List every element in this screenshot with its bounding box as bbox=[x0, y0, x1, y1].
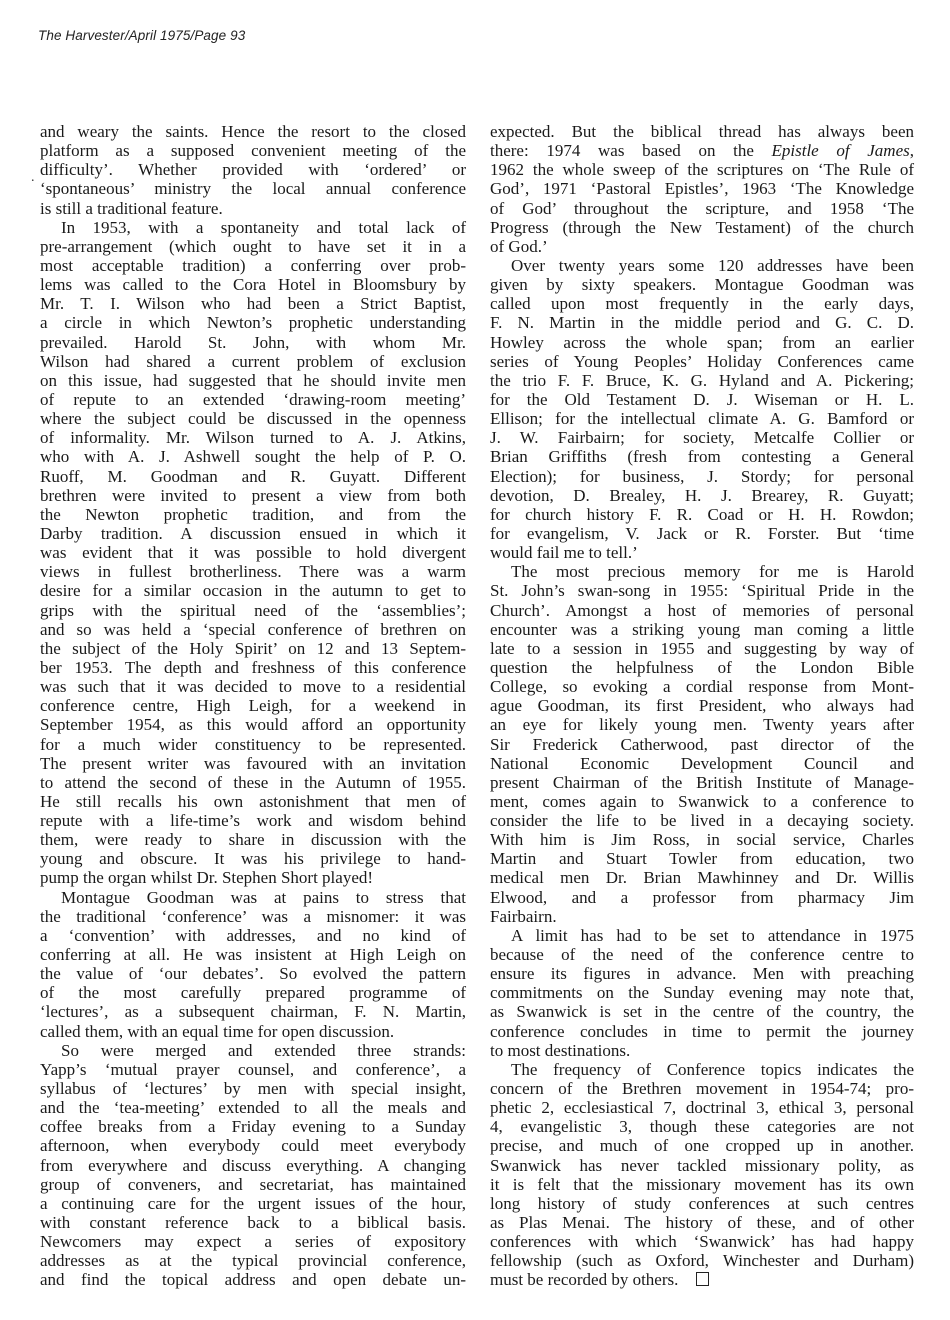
text-segment: desire for a similar occasion in the autumn to get to bbox=[40, 581, 466, 601]
text-segment: of God’ throughout the scripture, and 1958 ‘The bbox=[490, 198, 914, 218]
text-line bbox=[490, 218, 914, 237]
text-segment: present Chairman of the British Institute of Manage- bbox=[490, 772, 914, 792]
paragraph bbox=[490, 926, 914, 1060]
text-line bbox=[490, 945, 914, 964]
paragraph bbox=[40, 888, 466, 1041]
text-line bbox=[490, 849, 914, 868]
text-line bbox=[490, 1060, 914, 1079]
text-segment: platform as a supposed convenient meeting of the bbox=[40, 141, 466, 161]
text-line bbox=[490, 792, 914, 811]
text-line bbox=[40, 218, 466, 237]
text-line bbox=[40, 160, 466, 179]
text-line bbox=[40, 199, 466, 218]
text-segment: Swanwick has never tackled missionary polity, as bbox=[490, 1155, 914, 1175]
text-line bbox=[40, 1251, 466, 1270]
text-line bbox=[490, 1117, 914, 1136]
text-segment: for a much wider constituency to be represented. bbox=[40, 734, 466, 754]
paragraph bbox=[40, 1041, 466, 1290]
text-segment: must be recorded by others. bbox=[490, 1270, 679, 1290]
paragraph bbox=[490, 256, 914, 562]
text-line bbox=[40, 428, 466, 447]
text-segment: The frequency of Conference topics indicates the bbox=[511, 1059, 914, 1079]
text-line bbox=[40, 696, 466, 715]
text-line bbox=[40, 773, 466, 792]
text-line bbox=[40, 505, 466, 524]
text-segment: as Plas Menai. The history of these, and of other bbox=[490, 1213, 914, 1233]
text-segment: difficulty’. Whether provided with ‘ordered’ or bbox=[40, 160, 466, 180]
text-line bbox=[40, 620, 466, 639]
text-segment: Wilson had shared a current problem of exclusion bbox=[40, 351, 466, 371]
text-segment: Ruoff, M. Goodman and R. Guyatt. Different bbox=[40, 466, 466, 486]
text-line bbox=[490, 237, 914, 256]
text-segment: ensure its figures in advance. Men with preaching bbox=[490, 964, 914, 984]
text-segment: pump the organ whilst Dr. Stephen Short played! bbox=[40, 868, 374, 888]
text-line bbox=[40, 1060, 466, 1079]
text-line bbox=[490, 983, 914, 1002]
text-segment: conferring at all. He was insistent at High Leigh on bbox=[40, 945, 466, 965]
text-line bbox=[40, 658, 466, 677]
text-line bbox=[490, 1002, 914, 1021]
text-segment: of repute to an extended ‘drawing-room meeting’ bbox=[40, 389, 466, 409]
text-line bbox=[40, 1194, 466, 1213]
text-line bbox=[40, 677, 466, 696]
text-segment: group of conveners, and secretariat, has maintained bbox=[40, 1174, 466, 1194]
text-line bbox=[40, 543, 466, 562]
right-column bbox=[490, 122, 914, 1290]
text-segment: because of the need of the conference centre to bbox=[490, 945, 914, 965]
text-segment: who with A. J. Ashwell sought the help of P. O. bbox=[40, 447, 466, 467]
text-segment: precise, and much of one cropped up in another. bbox=[490, 1136, 914, 1156]
text-line bbox=[40, 486, 466, 505]
text-line bbox=[40, 409, 466, 428]
text-line bbox=[490, 677, 914, 696]
text-line bbox=[490, 868, 914, 887]
text-segment: and weary the saints. Hence the resort to the closed bbox=[40, 122, 466, 141]
text-segment: devotion, D. Brealey, H. J. Brearey, R. Guyatt; bbox=[490, 485, 914, 505]
text-line bbox=[40, 1175, 466, 1194]
text-line bbox=[40, 294, 466, 313]
text-segment: He still recalls his own astonishment that men of bbox=[40, 791, 466, 811]
text-line bbox=[40, 601, 466, 620]
text-segment: Church’. Amongst a host of memories of personal bbox=[490, 600, 914, 620]
text-segment: a circle in which Newton’s prophetic understanding bbox=[40, 313, 466, 333]
text-segment: would fail me to tell.’ bbox=[490, 543, 638, 563]
text-segment: Over twenty years some 120 addresses have been bbox=[511, 255, 914, 275]
text-segment: of informality. Mr. Wilson turned to A. J. Atkins, bbox=[40, 428, 466, 448]
text-line bbox=[40, 868, 466, 887]
paragraph bbox=[490, 122, 914, 256]
text-segment: Montague Goodman was at pains to stress that bbox=[61, 887, 466, 907]
text-line bbox=[40, 830, 466, 849]
text-segment: God’, 1971 ‘Pastoral Epistles’, 1963 ‘The Knowledge bbox=[490, 179, 914, 199]
text-segment: ‘lectures’, as a subsequent chairman, F. N. Martin, bbox=[40, 1002, 466, 1022]
text-segment: is still a traditional feature. bbox=[40, 198, 223, 218]
text-segment: afternoon, when everybody could meet everybody bbox=[40, 1136, 466, 1156]
text-line bbox=[40, 1041, 466, 1060]
text-segment: of God.’ bbox=[490, 236, 548, 256]
paragraph bbox=[40, 218, 466, 888]
text-segment: Sir Frederick Catherwood, past director of the bbox=[490, 734, 914, 754]
text-line bbox=[490, 390, 914, 409]
text-segment: an eye for likely young men. Twenty years after bbox=[490, 715, 914, 735]
text-line bbox=[490, 1156, 914, 1175]
text-line bbox=[40, 1270, 466, 1289]
text-line bbox=[490, 1136, 914, 1155]
text-segment: A limit has had to be set to attendance in 1975 bbox=[511, 925, 914, 945]
text-segment: the Newton prophetic tradition, and from the bbox=[40, 504, 466, 524]
text-segment: called upon most frequently in the early days, bbox=[490, 294, 914, 314]
text-segment: Brian Griffiths (fresh from contesting a General bbox=[490, 447, 914, 467]
text-line bbox=[490, 754, 914, 773]
text-line bbox=[490, 639, 914, 658]
text-line bbox=[40, 945, 466, 964]
text-segment: where the subject could be discussed in the openness bbox=[40, 409, 466, 429]
text-line bbox=[40, 1213, 466, 1232]
text-line bbox=[40, 715, 466, 734]
text-line bbox=[490, 964, 914, 983]
text-line bbox=[40, 639, 466, 658]
text-segment: views in fullest brotherliness. There was a warm bbox=[40, 562, 466, 582]
text-segment: Elwood, and a professor from pharmacy Jim bbox=[490, 887, 914, 907]
text-segment: lems was called to the Cora Hotel in Bloomsbury by bbox=[40, 275, 466, 295]
paragraph bbox=[490, 562, 914, 926]
text-line bbox=[490, 888, 914, 907]
text-segment: pre-arrangement (which ought to have set it in a bbox=[40, 236, 466, 256]
text-line bbox=[40, 926, 466, 945]
text-segment: the traditional ‘conference’ was a misnomer: it was bbox=[40, 906, 466, 926]
text-segment: with constant reference back to a biblical basis. bbox=[40, 1213, 466, 1233]
text-line bbox=[490, 486, 914, 505]
text-segment: and the ‘tea-meeting’ extended to all the meals and bbox=[40, 1098, 466, 1118]
paragraph bbox=[490, 1060, 914, 1290]
text-segment: Howley across the whole span; from an earlier bbox=[490, 332, 914, 352]
text-line bbox=[490, 1251, 914, 1270]
text-segment: and so was held a ‘special conference of brethren on bbox=[40, 619, 466, 639]
text-line bbox=[40, 849, 466, 868]
text-line bbox=[40, 467, 466, 486]
text-line bbox=[490, 1175, 914, 1194]
text-line bbox=[490, 160, 914, 179]
text-segment: a ‘convention’ with addresses, and no kind of bbox=[40, 925, 466, 945]
text-line bbox=[40, 754, 466, 773]
text-segment: In 1953, with a spontaneity and total lack of bbox=[61, 217, 466, 237]
text-line bbox=[490, 1194, 914, 1213]
text-segment: Election); for business, J. Stordy; for personal bbox=[490, 466, 914, 486]
text-line bbox=[40, 122, 466, 141]
text-segment: With him is Jim Ross, in social service, Charles bbox=[490, 830, 914, 850]
text-segment: 1962 the whole sweep of the scriptures on ‘The Rule of bbox=[490, 160, 914, 180]
text-segment: syllabus of ‘lectures’ by men with special insight, bbox=[40, 1079, 466, 1099]
text-line bbox=[490, 352, 914, 371]
text-segment: prevailed. Harold St. John, with whom Mr. bbox=[40, 332, 466, 352]
text-line bbox=[40, 524, 466, 543]
text-line bbox=[490, 313, 914, 332]
text-line bbox=[490, 735, 914, 754]
text-line bbox=[490, 467, 914, 486]
text-line bbox=[490, 1232, 914, 1251]
text-segment: brethren were invited to present a view from both bbox=[40, 485, 466, 505]
text-line bbox=[40, 256, 466, 275]
text-segment: ague Goodman, its first President, who always had bbox=[490, 696, 914, 716]
text-segment: question the helpfulness of the London Bible bbox=[490, 657, 914, 677]
text-segment: , bbox=[909, 141, 914, 161]
text-segment: on this issue, had suggested that he should invite men bbox=[40, 370, 466, 390]
text-line bbox=[490, 275, 914, 294]
text-line bbox=[40, 1232, 466, 1251]
text-segment: a continuing care for the urgent issues of the hour, bbox=[40, 1193, 466, 1213]
text-line bbox=[490, 1213, 914, 1232]
text-segment: The present writer was favoured with an invitation bbox=[40, 753, 466, 773]
left-column bbox=[40, 122, 466, 1290]
text-segment: and find the topical address and open debate un- bbox=[40, 1270, 466, 1290]
text-segment: fellowship (such as Oxford, Winchester and Durham) bbox=[490, 1251, 914, 1271]
text-segment: the subject of the Holy Spirit’ on 12 and 13 Septem- bbox=[40, 638, 466, 658]
text-segment: as Swanwick is set in the centre of the country, the bbox=[490, 1002, 914, 1022]
text-line bbox=[40, 964, 466, 983]
text-line bbox=[490, 199, 914, 218]
text-line bbox=[40, 735, 466, 754]
text-line bbox=[40, 371, 466, 390]
text-segment: St. John’s swan-song in 1955: ‘Spiritual Pride in the bbox=[490, 581, 914, 601]
text-line bbox=[40, 390, 466, 409]
text-segment: for evangelism, V. Jack or R. Forster. But ‘time bbox=[490, 523, 914, 543]
text-line bbox=[40, 333, 466, 352]
text-line bbox=[490, 524, 914, 543]
text-line bbox=[490, 811, 914, 830]
text-segment: was such that it was decided to move to a residential bbox=[40, 677, 466, 697]
text-line bbox=[490, 562, 914, 581]
text-segment: for church history F. R. Coad or H. H. Rowdon; bbox=[490, 504, 914, 524]
text-line bbox=[40, 1022, 466, 1041]
text-segment: young and obscure. It was his privilege to hand- bbox=[40, 849, 466, 869]
text-line bbox=[490, 122, 914, 141]
text-line bbox=[40, 313, 466, 332]
text-line bbox=[40, 792, 466, 811]
text-line bbox=[40, 562, 466, 581]
text-segment: given by sixty speakers. Montague Goodman was bbox=[490, 275, 914, 295]
text-segment: to most destinations. bbox=[490, 1040, 631, 1060]
running-head: The Harvester/April 1975/Page 93 bbox=[38, 28, 246, 43]
text-line bbox=[490, 1022, 914, 1041]
text-segment: College, so evoking a cordial response from Mont- bbox=[490, 677, 914, 697]
text-segment: encounter was a striking young man coming a little bbox=[490, 619, 914, 639]
text-segment: concern of the Brethren movement in 1954-74; pro- bbox=[490, 1079, 914, 1099]
text-line bbox=[40, 179, 466, 198]
text-segment: for the Old Testament D. J. Wiseman or H. L. bbox=[490, 389, 914, 409]
text-line bbox=[40, 1002, 466, 1021]
text-segment: conferences with which ‘Swanwick’ has had happy bbox=[490, 1232, 914, 1252]
text-segment: conference centre, High Leigh, for a weekend in bbox=[40, 696, 466, 716]
text-line bbox=[490, 601, 914, 620]
text-segment: commitments on the Sunday evening may note that, bbox=[490, 983, 914, 1003]
text-line bbox=[490, 409, 914, 428]
text-segment: Martin and Stuart Towler from education, two bbox=[490, 849, 914, 869]
text-segment: conference concludes in time to permit the journey bbox=[490, 1021, 914, 1041]
end-of-article-square-icon bbox=[696, 1272, 709, 1286]
text-segment: ment, comes again to Swanwick to a conference to bbox=[490, 791, 914, 811]
text-segment: repute with a life-time’s work and wisdom behind bbox=[40, 811, 466, 831]
text-segment: ‘spontaneous’ ministry the local annual conference bbox=[40, 179, 466, 199]
text-line bbox=[40, 141, 466, 160]
text-line bbox=[490, 1098, 914, 1117]
text-segment: Progress (through the New Testament) of the church bbox=[490, 217, 914, 237]
text-line bbox=[490, 1079, 914, 1098]
text-segment: medical men Dr. Brian Mawhinney and Dr. Willis bbox=[490, 868, 914, 888]
text-segment: The most precious memory for me is Harold bbox=[511, 562, 914, 582]
text-line bbox=[490, 428, 914, 447]
text-segment: Yapp’s ‘mutual prayer counsel, and conference’, a bbox=[40, 1059, 466, 1079]
text-segment: Newcomers may expect a series of expository bbox=[40, 1232, 466, 1252]
text-segment: J. W. Fairbairn; for society, Metcalfe Collier or bbox=[490, 428, 914, 448]
margin-mark: . bbox=[31, 170, 35, 185]
text-segment: Mr. T. I. Wilson who had been a Strict Baptist, bbox=[40, 294, 466, 314]
text-segment: was evident that it was possible to hold divergent bbox=[40, 543, 466, 563]
text-segment: long history of study conferences at such centres bbox=[490, 1193, 914, 1213]
text-line bbox=[490, 620, 914, 639]
text-segment: So were merged and extended three strands: bbox=[61, 1040, 466, 1060]
text-segment: September 1954, as this would afford an opportunity bbox=[40, 715, 466, 735]
text-segment: coffee breaks from a Friday evening to a Sunday bbox=[40, 1117, 466, 1137]
text-segment: Ellison; for the intellectual climate A. G. Bamford or bbox=[490, 409, 914, 429]
text-line bbox=[40, 1098, 466, 1117]
text-line bbox=[490, 447, 914, 466]
text-segment: phetic 2, ecclesiastical 7, doctrinal 3, ethical 3, personal bbox=[490, 1098, 914, 1118]
text-segment: series of Young Peoples’ Holiday Conferences came bbox=[490, 351, 914, 371]
text-line bbox=[490, 333, 914, 352]
text-line bbox=[490, 926, 914, 945]
text-segment: Fairbairn. bbox=[490, 906, 557, 926]
text-line bbox=[40, 1136, 466, 1155]
text-segment: from everywhere and discuss everything. A changing bbox=[40, 1155, 466, 1175]
text-line bbox=[490, 1041, 914, 1060]
text-line bbox=[40, 352, 466, 371]
text-segment: National Economic Development Council and bbox=[490, 753, 914, 773]
text-line bbox=[40, 888, 466, 907]
text-segment: Darby tradition. A discussion ensued in which it bbox=[40, 523, 466, 543]
text-line bbox=[490, 543, 914, 562]
text-segment: of the most carefully prepared programme of bbox=[40, 983, 466, 1003]
text-line bbox=[40, 275, 466, 294]
text-segment: them, were ready to share in discussion with the bbox=[40, 830, 466, 850]
text-segment: called them, with an equal time for open discussion. bbox=[40, 1021, 395, 1041]
text-line bbox=[40, 907, 466, 926]
text-line bbox=[490, 294, 914, 313]
text-segment: the value of ‘our debates’. So evolved the pattern bbox=[40, 964, 466, 984]
text-line bbox=[490, 773, 914, 792]
text-segment: F. N. Martin in the middle period and G. C. D. bbox=[490, 313, 914, 333]
text-line bbox=[490, 179, 914, 198]
text-segment: there: 1974 was based on the bbox=[490, 141, 772, 161]
text-line bbox=[490, 715, 914, 734]
text-segment: the trio F. F. Bruce, K. G. Hyland and A. Pickering; bbox=[490, 370, 914, 390]
text-segment: 4, evangelistic 3, though these categories are not bbox=[490, 1117, 914, 1137]
text-line bbox=[490, 505, 914, 524]
text-line bbox=[40, 1079, 466, 1098]
text-line bbox=[40, 1117, 466, 1136]
text-line bbox=[490, 256, 914, 275]
text-segment: late to a session in 1955 and suggesting by way of bbox=[490, 638, 914, 658]
text-line bbox=[40, 983, 466, 1002]
text-segment: expected. But the biblical thread has always been bbox=[490, 122, 914, 141]
text-line bbox=[490, 696, 914, 715]
text-line bbox=[490, 371, 914, 390]
text-line bbox=[490, 141, 914, 160]
text-segment: addresses as at the typical provincial conference, bbox=[40, 1251, 466, 1271]
text-line bbox=[40, 811, 466, 830]
text-segment: grips with the spiritual need of the ‘assemblies’; bbox=[40, 600, 466, 620]
text-line bbox=[40, 237, 466, 256]
text-segment: it is felt that the missionary movement has its own bbox=[490, 1174, 914, 1194]
text-segment: ber 1953. The depth and freshness of this conference bbox=[40, 657, 466, 677]
italic-title: Epistle of James bbox=[771, 141, 910, 161]
text-line bbox=[40, 1156, 466, 1175]
text-segment: to attend the second of these in the Autumn of 1955. bbox=[40, 772, 466, 792]
text-line bbox=[490, 830, 914, 849]
text-line bbox=[490, 658, 914, 677]
text-line bbox=[40, 447, 466, 466]
text-segment: consider the life to be lived in a decaying society. bbox=[490, 811, 914, 831]
text-segment: most acceptable tradition) a conferring over prob- bbox=[40, 255, 466, 275]
text-line bbox=[40, 581, 466, 600]
paragraph bbox=[40, 122, 466, 218]
text-line bbox=[490, 581, 914, 600]
text-line bbox=[490, 907, 914, 926]
text-line bbox=[490, 1270, 914, 1289]
